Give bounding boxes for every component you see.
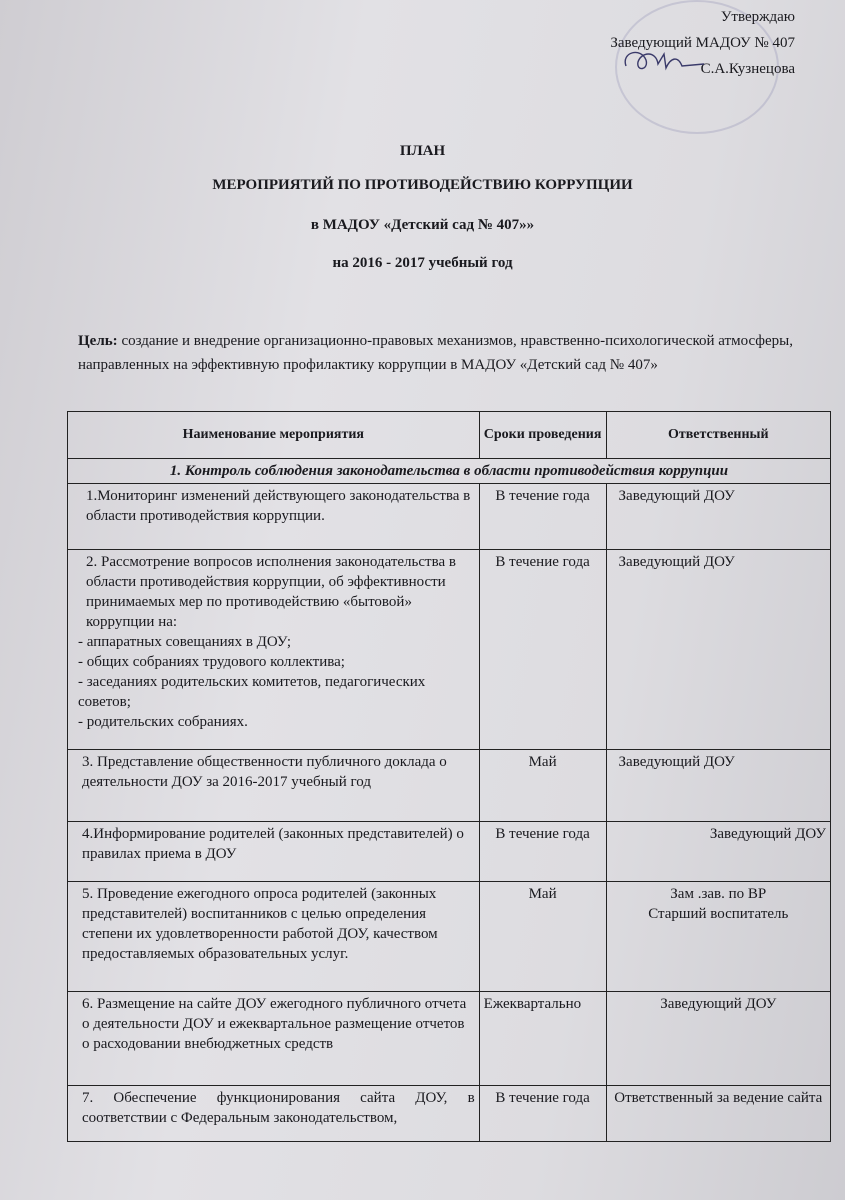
row-term: Май [479, 882, 606, 992]
approval-block [610, 4, 795, 82]
signature-image [616, 42, 706, 82]
row-responsible: Заведующий ДОУ [606, 822, 830, 882]
table-row [68, 822, 831, 882]
row-term: В течение года [479, 822, 606, 882]
header-term: Сроки проведения [479, 412, 606, 459]
row-term: В течение года [479, 550, 606, 750]
row-responsible: Заведующий ДОУ [606, 750, 830, 822]
goal-label: Цель: [78, 333, 118, 349]
table-row [68, 882, 831, 992]
goal-paragraph [78, 329, 793, 377]
row-subitem: - родительских собраниях. [78, 714, 248, 730]
table-row [68, 484, 831, 550]
row-responsible: Зам .зав. по ВР [670, 886, 767, 902]
row-responsible: Заведующий ДОУ [606, 992, 830, 1086]
row-name: 1.Мониторинг изменений действующего законодательства в области противодействия коррупции. [68, 484, 480, 550]
row-term: В течение года [479, 484, 606, 550]
row-subitem: - заседаниях родительских комитетов, педагогических советов; [78, 674, 426, 710]
table-row [68, 550, 831, 750]
header-name: Наименование мероприятия [68, 412, 480, 459]
row-responsible: Ответственный за ведение сайта [606, 1086, 830, 1142]
table-header-row [68, 412, 831, 459]
title-institution: в МАДОУ «Детский сад № 407»» [310, 217, 535, 233]
row-name: 4.Информирование родителей (законных представителей) о правилах приема в ДОУ [68, 822, 480, 882]
row-term: Ежеквартально [479, 992, 606, 1086]
section-title: 1. Контроль соблюдения законодательства в области противодействия коррупции [68, 459, 831, 484]
header-responsible: Ответственный [606, 412, 830, 459]
section-row [68, 459, 831, 484]
approval-title: Утверждаю [720, 9, 795, 25]
row-name: 7. Обеспечение функционирования сайта ДОУ, в соответствии с Федеральным законодательством, [68, 1086, 480, 1142]
plan-table [67, 411, 831, 1142]
row-term: Май [479, 750, 606, 822]
row-responsible-cell [606, 882, 830, 992]
row-name: 5. Проведение ежегодного опроса родителей (законных представителей) воспитанников с целью определения степени их удовлетворенности работой ДОУ, качеством предоставляемых образовательных услуг. [68, 882, 480, 992]
row-responsible: Заведующий ДОУ [606, 484, 830, 550]
row-responsible: Заведующий ДОУ [606, 550, 830, 750]
approval-position: Заведующий МАДОУ № 407 [610, 35, 795, 51]
table-row [68, 750, 831, 822]
row-name: 6. Размещение на сайте ДОУ ежегодного публичного отчета о деятельности ДОУ и ежеквартальное размещение отчетов о расходовании внебюджетных средств [68, 992, 480, 1086]
row-subitem: - общих собраниях трудового коллектива; [78, 654, 345, 670]
row-subitem: - аппаратных совещаниях в ДОУ; [78, 634, 292, 650]
row-term: В течение года [479, 1086, 606, 1142]
goal-text: создание и внедрение организационно-правовых механизмов, нравственно-психологической атмосферы, направленных на эффективную профилактику коррупции в МАДОУ «Детский сад № 407» [78, 333, 793, 373]
title-subject: МЕРОПРИЯТИЙ ПО ПРОТИВОДЕЙСТВИЮ КОРРУПЦИИ [212, 177, 633, 193]
row-name: 2. Рассмотрение вопросов исполнения законодательства в области противодействия коррупции, об эффективности принимаемых мер по противодействию «бытовой» коррупции на: [86, 554, 456, 630]
row-name-cell [68, 550, 480, 750]
title-plan: ПЛАН [399, 143, 446, 159]
signer-name: С.А.Кузнецова [700, 61, 795, 77]
title-year: на 2016 - 2017 учебный год [332, 255, 513, 271]
row-name: 3. Представление общественности публичного доклада о деятельности ДОУ за 2016-2017 учебный год [68, 750, 480, 822]
table-row [68, 992, 831, 1086]
table-row [68, 1086, 831, 1142]
row-responsible-2: Старший воспитатель [648, 906, 789, 922]
